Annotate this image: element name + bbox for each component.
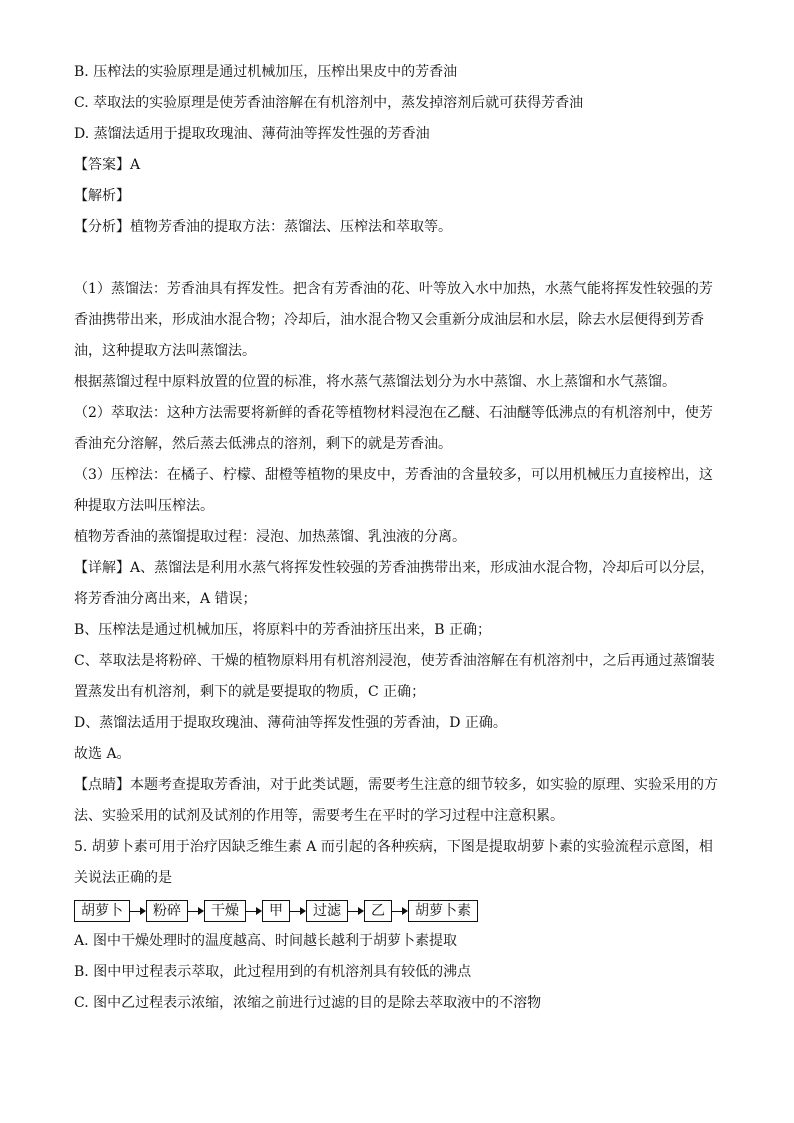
- distillation-process: 植物芳香油的蒸馏提取过程：浸泡、加热蒸馏、乳浊液的分离。: [74, 529, 466, 545]
- question-5-stem: 5. 胡萝卜素可用于治疗因缺乏维生素 A 而引起的各种疾病，下图是提取胡萝卜素的实验流程示意图，相关说法正确的是: [74, 839, 713, 886]
- arrow-icon: [246, 901, 262, 921]
- option-c: C. 萃取法的实验原理是使芳香油溶解在有机溶剂中，蒸发掉溶剂后就可获得芳香油: [74, 95, 584, 111]
- method-distillation-note: 根据蒸馏过程中原料放置的位置的标准，将水蒸气蒸馏法划分为水中蒸馏、水上蒸馏和水气蒸馏。: [74, 374, 676, 390]
- q5-option-a: A. 图中干燥处理时的温度越高、时间越长越利于胡萝卜素提取: [74, 933, 458, 949]
- document-page: [74, 62, 720, 1019]
- answer: 【答案】A: [74, 157, 141, 173]
- arrow-icon: [392, 901, 408, 921]
- flow-step-dry: 干燥: [204, 900, 246, 922]
- option-d: D. 蒸馏法适用于提取玫瑰油、薄荷油等挥发性强的芳香油: [74, 126, 430, 142]
- arrow-icon: [130, 901, 146, 921]
- arrow-icon: [348, 901, 364, 921]
- arrow-icon: [290, 901, 306, 921]
- method-extraction: （2）萃取法：这种方法需要将新鲜的香花等植物材料浸泡在乙醚、石油醚等低沸点的有机溶剂中，使芳香油充分溶解，然后蒸去低沸点的溶剂，剩下的就是芳香油。: [74, 405, 713, 452]
- flow-diagram: [74, 900, 720, 922]
- detail-a: 【详解】A、蒸馏法是利用水蒸气将挥发性较强的芳香油携带出来，形成油水混合物，冷却后可以分层，将芳香油分离出来，A 错误；: [74, 560, 715, 607]
- analysis-fenxi: 【分析】植物芳香油的提取方法：蒸馏法、压榨法和萃取等。: [74, 219, 452, 235]
- option-b: B. 压榨法的实验原理是通过机械加压，压榨出果皮中的芳香油: [74, 64, 458, 80]
- flow-step-carotene: 胡萝卜素: [408, 900, 478, 922]
- arrow-icon: [188, 901, 204, 921]
- flow-step-crush: 粉碎: [146, 900, 188, 922]
- method-pressing: （3）压榨法：在橘子、柠檬、甜橙等植物的果皮中，芳香油的含量较多，可以用机械压力直接榨出，这种提取方法叫压榨法。: [74, 467, 713, 514]
- flow-step-filter: 过滤: [306, 900, 348, 922]
- detail-d: D、蒸馏法适用于提取玫瑰油、薄荷油等挥发性强的芳香油，D 正确。: [74, 715, 507, 731]
- dianjing: 【点睛】本题考查提取芳香油，对于此类试题，需要考生注意的细节较多，如实验的原理、实验采用的方法、实验采用的试剂及试剂的作用等，需要考生在平时的学习过程中注意积累。: [74, 777, 718, 824]
- detail-b: B、压榨法是通过机械加压，将原料中的芳香油挤压出来，B 正确；: [74, 622, 492, 638]
- q5-option-b: B. 图中甲过程表示萃取，此过程用到的有机溶剂具有较低的沸点: [74, 964, 472, 980]
- method-distillation: （1）蒸馏法：芳香油具有挥发性。把含有芳香油的花、叶等放入水中加热，水蒸气能将挥发性较强的芳香油携带出来，形成油水混合物；冷却后，油水混合物又会重新分成油层和水层，除去水层便得到芳香油，这种提取方法叫蒸馏法。: [74, 281, 713, 359]
- flow-step-jia: 甲: [262, 900, 290, 922]
- choose-answer: 故选 A。: [74, 746, 131, 762]
- detail-c: C、萃取法是将粉碎、干燥的植物原料用有机溶剂浸泡，使芳香油溶解在有机溶剂中，之后再通过蒸馏装置蒸发出有机溶剂，剩下的就是要提取的物质，C 正确；: [74, 653, 715, 700]
- flow-step-yi: 乙: [364, 900, 392, 922]
- q5-option-c: C. 图中乙过程表示浓缩，浓缩之前进行过滤的目的是除去萃取液中的不溶物: [74, 995, 542, 1011]
- flow-step-carrot: 胡萝卜: [74, 900, 130, 922]
- analysis-title: 【解析】: [74, 188, 130, 204]
